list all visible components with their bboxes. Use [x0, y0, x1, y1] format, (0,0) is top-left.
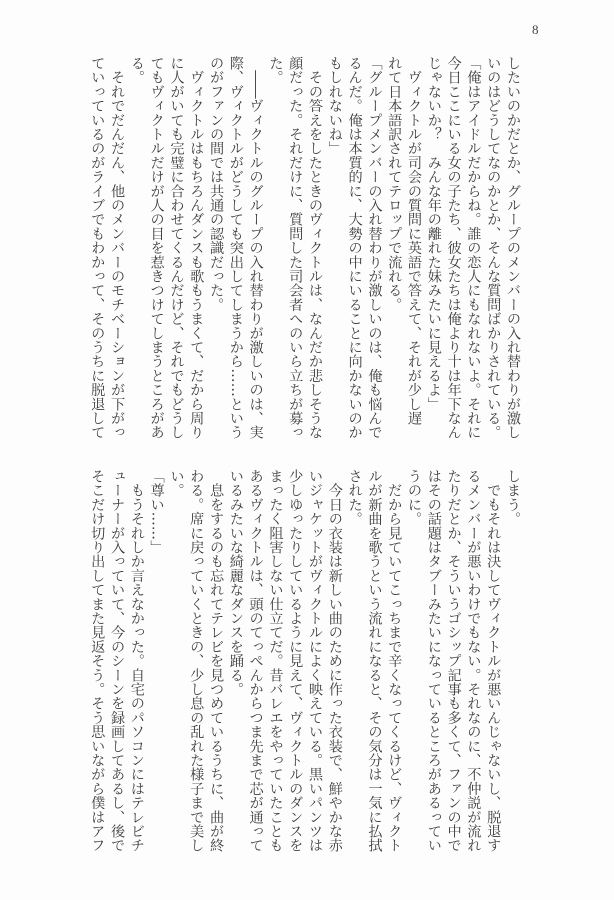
- page-number: 8: [532, 22, 539, 37]
- text-line: いジャケットがヴィクトルによく映えている。黒いパンツは: [307, 469, 324, 853]
- text-line: 「俺はアイドルだからね。誰の恋人にもなれないよ。それに: [465, 56, 482, 440]
- text-line: うのに。: [406, 469, 423, 526]
- text-line: たりだとか、そういうゴシップ記事も多くて、ファンの中で: [445, 469, 462, 853]
- text-line: ――ヴィクトルのグループの入れ替わりが激しいのは、実: [247, 56, 264, 440]
- text-line: まったく阻害しない仕立てだ。昔バレエをやっていたことも: [267, 469, 284, 853]
- text-block-lower: [86, 469, 522, 861]
- text-line: ルが新曲を歌うという流れになると、その気分は一気に払拭: [366, 469, 383, 853]
- text-line: てもヴィクトルだけが人の目を惹きつけてしまうところがあ: [148, 56, 165, 440]
- text-line: はその話題はタブーみたいになっているところがあるってい: [425, 469, 442, 853]
- text-line: 少しゆったりしているように見えて、ヴィクトルのダンスを: [287, 469, 304, 853]
- text-line: された。: [346, 469, 363, 526]
- text-line: したいのかだとか、グループのメンバーの入れ替わりが激し: [505, 56, 521, 440]
- text-line: 「グループメンバーの入れ替わりが激しいのは、俺も悩んで: [366, 56, 383, 440]
- text-line: ヴィクトルはもちろんダンスも歌もうまくて、だから周り: [188, 56, 205, 440]
- text-line: ていっているのがライブでもわかって、そのうちに脱退して: [89, 56, 106, 440]
- text-line: ューナーが入っていて、今のシーンを録画してあるし、後で: [109, 469, 126, 853]
- text-line: るメンバーが悪いわけでもない。それなのに、不仲説が流れ: [465, 469, 482, 853]
- text-line: た。: [267, 56, 284, 85]
- text-line: もうそれしか言えなかった。自宅のパソコンにはテレビチ: [128, 469, 145, 853]
- text-line: それでだんだん、他のメンバーのモチベーションが下がっ: [109, 56, 126, 440]
- text-line: いるみたいな綺麗なダンスを踊る。: [227, 469, 244, 697]
- text-line: じゃないか？ みんな年の離れた妹みたいに見えるよ」: [425, 56, 442, 411]
- text-line: 際、ヴィクトルがどうしても突出してしまうから……という: [227, 56, 244, 440]
- text-line: 今日ここにいる女の子たち、彼女たちは俺より十は年下なん: [445, 56, 462, 440]
- text-line: もしれないね」: [326, 56, 343, 156]
- text-line: るんだ。俺は本質的に、大勢の中にいることに向かないのか: [346, 56, 363, 440]
- text-block-upper: [86, 56, 522, 448]
- text-line: に人がいても完璧に合わせてくるんだけど、それでもどうし: [168, 56, 185, 440]
- text-line: だから見ていてこっちまで辛くなってくるけど、ヴィクト: [386, 469, 403, 853]
- text-line: 「尊い……」: [148, 469, 165, 555]
- text-line: わる。席に戻っていくときの、少し息の乱れた様子まで美し: [188, 469, 205, 853]
- text-line: のがファンの間では共通の認識だった。: [208, 56, 225, 312]
- text-line: その答えをしたときのヴィクトルは、なんだか悲しそうな: [307, 56, 324, 440]
- text-line: い。: [168, 469, 185, 498]
- text-line: ヴィクトルが司会の質問に英語で答えて、それが少し遅: [406, 56, 423, 426]
- text-line: 今日の衣装は新しい曲のために作った衣装で、鮮やかな赤: [326, 469, 343, 853]
- text-line: れて日本語訳されてテロップで流れる。: [386, 56, 403, 312]
- text-line: 顔だった。それだけに、質問した司会者へのいら立ちが募っ: [287, 56, 304, 440]
- text-line: いのはどうしてなのかとか、そんな質問ばかりされている。: [485, 56, 502, 440]
- text-line: る。: [128, 56, 145, 85]
- text-line: しまう。: [505, 469, 521, 526]
- text-line: でもそれは決してヴィクトルが悪いんじゃないし、脱退す: [485, 469, 502, 853]
- text-line: そこだけ切り出してまた見返そう。そう思いながら僕はアフ: [89, 469, 106, 853]
- text-line: 息をするのも忘れてテレビを見つめているうちに、曲が終: [208, 469, 225, 853]
- text-line: あるヴィクトルは、頭のてっぺんからつま先まで芯が通って: [247, 469, 264, 853]
